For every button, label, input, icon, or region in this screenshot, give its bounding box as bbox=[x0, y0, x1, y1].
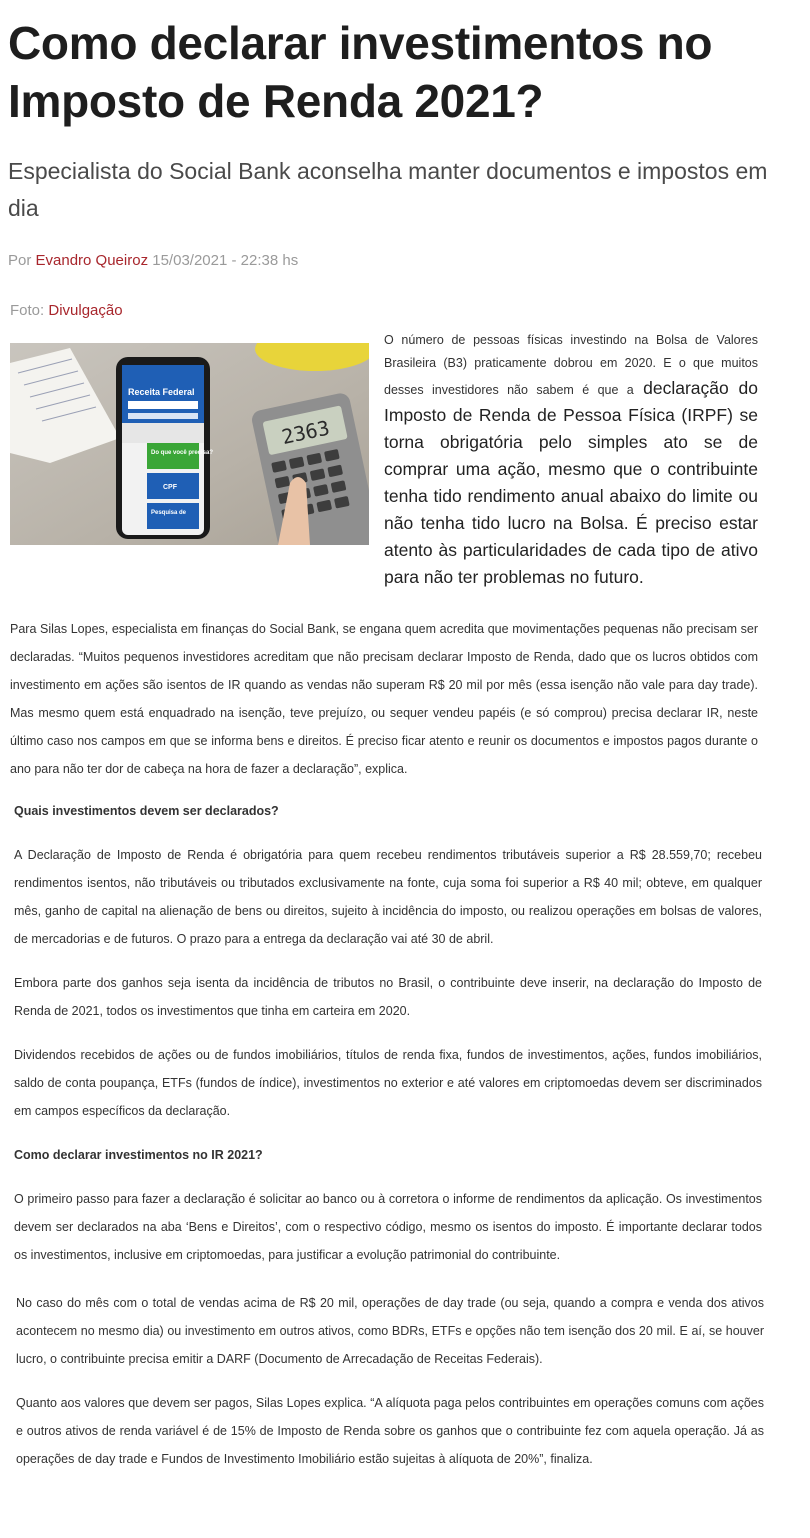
phone-button-1: Do que você precisa? bbox=[151, 450, 214, 456]
body-paragraph-2: A Declaração de Imposto de Renda é obrigatória para quem recebeu rendimentos tributáveis superior a R$ 28.559,70; recebeu rendimentos isentos, não tributáveis ou tributados exclusivamente na fonte, cuja soma foi superior a R$ 40 mil; obteve, em qualquer mês, ganho de capital na alienação de bens ou direitos, sujeito à incidência do imposto, ou realizou operações em bolsas de valores, de mercadorias e de futuros. O prazo para a entrega da declaração vai até 30 de abril. bbox=[14, 848, 762, 946]
phone-button-3: Pesquisa de bbox=[151, 510, 187, 516]
body-paragraph-4: Dividendos recebidos de ações ou de fundos imobiliários, títulos de renda fixa, fundos de investimentos, ações, fundos imobiliários, saldo de conta poupança, ETFs (fundos de índice), investimentos no exterior e até valores em criptomoedas devem ser discriminados em campos específicos da declaração. bbox=[14, 1048, 762, 1118]
article-subtitle: Especialista do Social Bank aconselha manter documentos e impostos em dia bbox=[8, 158, 768, 221]
byline bbox=[8, 252, 298, 269]
article-photo-illustration bbox=[10, 343, 369, 545]
byline-prefix: Por bbox=[8, 252, 32, 269]
body-paragraph-5: O primeiro passo para fazer a declaração é solicitar ao banco ou à corretora o informe de rendimentos da aplicação. Os investimentos devem ser declarados na aba ‘Bens e Direitos’, com o respectivo código, mesmo os isentos do imposto. É importante declarar todos os investimentos, inclusive em criptomoedas, para justificar a evolução patrimonial do contribuinte. bbox=[14, 1192, 762, 1262]
author-link[interactable]: Evandro Queiroz bbox=[35, 252, 149, 269]
phone-shape bbox=[116, 357, 213, 539]
body-paragraph-1: Para Silas Lopes, especialista em finanças do Social Bank, se engana quem acredita que movimentações pequenas não precisam ser declaradas. “Muitos pequenos investidores acreditam que não precisam declarar Imposto de Renda, dado que os lucros obtidos com investimento em ações são isentos de IR quando as vendas não superam R$ 20 mil por mês (essa isenção não vale para day trade). Mas mesmo quem está enquadrado na isenção, teve prejuízo, ou sequer vendeu papéis (e só comprou) precisa declarar IR, neste último caso nos campos em que se informa bens e direitos. É preciso ficar atento e reunir os documentos e impostos pagos durante o ano para não ter dor de cabeça na hora de fazer a declaração”, explica. bbox=[10, 622, 758, 776]
section-heading-1: Quais investimentos devem ser declarados? bbox=[14, 804, 279, 818]
body-paragraph-6: No caso do mês com o total de vendas acima de R$ 20 mil, operações de day trade (ou seja, quando a compra e venda dos ativos acontecem no mesmo dia) ou investimento em outros ativos, como BDRs, ETFs e opções não tem isenção dos 20 mil. E aí, se houver lucro, o contribuinte precisa emitir a DARF (Documento de Arrecadação de Receitas Federais). bbox=[16, 1296, 764, 1366]
body-paragraph-3: Embora parte dos ganhos seja isenta da incidência de tributos no Brasil, o contribuinte deve inserir, na declaração do Imposto de Renda de 2021, todos os investimentos que tinha em carteira em 2020. bbox=[14, 976, 762, 1018]
lead-intro: O número de pessoas físicas investindo na Bolsa de Valores Brasileira (B3) praticamente dobrou em 2020. E o que muitos desses investidores não sabem é que a bbox=[384, 333, 758, 397]
section-heading-2: Como declarar investimentos no IR 2021? bbox=[14, 1148, 263, 1162]
calculator-display: 2363 bbox=[279, 415, 332, 449]
article-title: Como declarar investimentos no Imposto de Renda 2021? bbox=[8, 17, 713, 127]
photo-credit-prefix: Foto: bbox=[10, 302, 45, 319]
article-photo bbox=[10, 343, 369, 545]
publish-date: 15/03/2021 - 22:38 hs bbox=[152, 252, 299, 269]
phone-app-title: Receita Federal bbox=[128, 387, 195, 397]
photo-credit-source: Divulgação bbox=[48, 302, 123, 319]
body-paragraph-7: Quanto aos valores que devem ser pagos, Silas Lopes explica. “A alíquota paga pelos contribuintes em operações comuns com ações e outros ativos de renda variável é de 15% de Imposto de Renda sobre os ganhos que o contribuinte fez com aquela operação. Já as operações de day trade e Fundos de Investimento Imobiliário estão sujeitas à alíquota de 20%”, finaliza. bbox=[16, 1396, 764, 1466]
lead-paragraph bbox=[384, 329, 758, 591]
photo-credit bbox=[10, 302, 123, 319]
lead-highlight: declaração do Imposto de Renda de Pessoa Física (IRPF) se torna obrigatória pelo simples ato se de comprar uma ação, mesmo que o contribuinte tenha tido rendimento anual abaixo do limite ou não tenha tido lucro na Bolsa. É preciso estar atento às particularidades de cada tipo de ativo para não ter problemas no futuro. bbox=[384, 378, 758, 587]
phone-button-2: CPF bbox=[163, 484, 177, 491]
